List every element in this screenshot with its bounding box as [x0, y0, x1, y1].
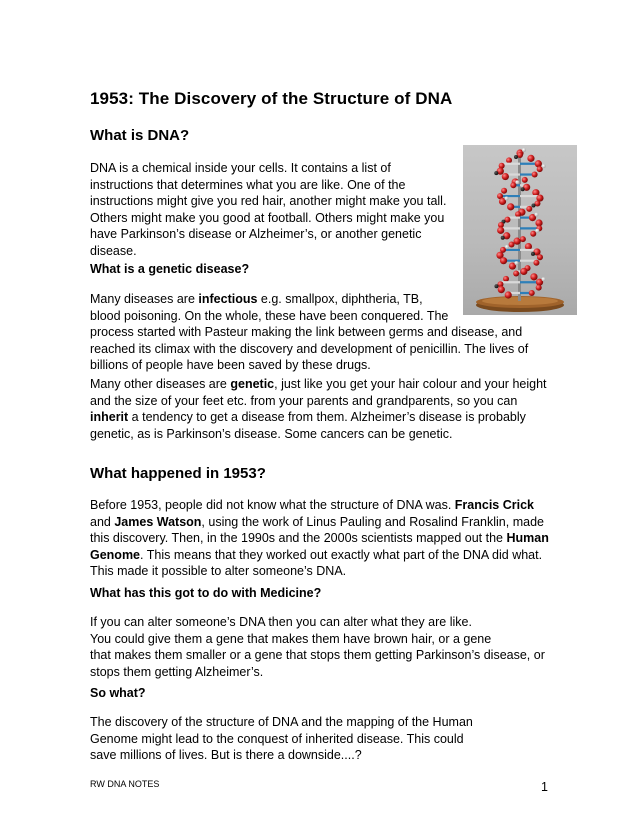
text-line: DNA is a chemical inside your cells. It contains a list of [90, 161, 391, 175]
text-line: and James Watson, using the work of Linus Pauling and Rosalind Franklin, made [90, 514, 544, 529]
atom [537, 254, 543, 260]
text-line: and the size of your feet etc. from your parents and grandparents, so you can [90, 393, 518, 408]
text-line: stops them getting Alzheimer’s. [90, 664, 264, 679]
text-line: save millions of lives. But is there a downside....? [90, 748, 362, 762]
atom [536, 285, 542, 291]
heading-what-is-dna: What is DNA? [90, 127, 190, 144]
atom [535, 213, 539, 217]
atom [497, 227, 504, 234]
text-line: billions of people have been saved by these drugs. [90, 358, 371, 372]
atom [503, 276, 509, 282]
atom [514, 261, 518, 265]
atom [500, 257, 507, 264]
heading-medicine: What has this got to do with Medicine? [90, 586, 322, 600]
text-line: instructions that determines what you are like. One of the [90, 177, 406, 192]
atom [515, 180, 519, 184]
atom [501, 188, 507, 194]
text-line: have Parkinson’s disease or Alzheimer’s, or another genetic [90, 227, 422, 241]
atom [542, 164, 546, 168]
atom [507, 203, 514, 210]
paragraph-what-is-dna [90, 160, 462, 259]
atom [510, 182, 516, 188]
atom [531, 252, 535, 256]
emphasis-inherit: inherit [90, 410, 129, 424]
text-line: inherit a tendency to get a disease from them. Alzheimer’s disease is probably [90, 410, 526, 424]
atom [537, 166, 543, 172]
paragraph-genetic-diseases [90, 376, 560, 442]
text-line: If you can alter someone’s DNA then you can alter what they are like. [90, 615, 472, 629]
atom [527, 155, 534, 162]
text-line: This made it possible to alter someone’s DNA. [90, 564, 347, 578]
heading-what-happened-1953: What happened in 1953? [90, 465, 266, 482]
dna-helix-model-image [463, 145, 577, 315]
text-line: that makes them smaller or a gene that stops them getting Parkinson’s disease, or [90, 648, 545, 662]
atom [514, 155, 518, 159]
page-title: 1953: The Discovery of the Structure of DNA [90, 89, 453, 108]
atom [521, 187, 525, 191]
atom [531, 203, 535, 207]
text-line: instructions might give you red hair, another might make you tall. [90, 194, 447, 208]
text-line: Others might make you good at football. Others might make you [90, 210, 445, 225]
text-line: disease. [90, 243, 137, 258]
atom [520, 236, 526, 242]
atom [522, 177, 528, 183]
atom [520, 268, 527, 275]
atom [501, 236, 505, 240]
emphasis-james-watson: James Watson [114, 514, 202, 529]
heading-genetic-disease: What is a genetic disease? [90, 262, 250, 276]
text-line: blood poisoning. On the whole, these have been conquered. The [90, 308, 449, 323]
text-line: The discovery of the structure of DNA and the mapping of the Human [90, 715, 473, 729]
atom [526, 206, 532, 212]
emphasis-genetic: genetic [230, 377, 275, 391]
text-line: Before 1953, people did not know what the structure of DNA was. Francis Crick [90, 498, 535, 512]
text-line: this discovery. Then, in the 1990s and the 2000s scientists mapped out the Human [90, 531, 549, 545]
atom [515, 211, 521, 217]
emphasis-human: Human [506, 531, 549, 545]
text-line: You could give them a gene that makes them have brown hair, or a gene [90, 631, 492, 646]
atom [535, 229, 539, 233]
atom [530, 231, 536, 237]
atom [533, 260, 539, 266]
text-line: genetic, as is Parkinson’s disease. Some cancers can be genetic. [90, 426, 453, 441]
atom [509, 242, 515, 248]
paragraph-infectious-diseases [90, 291, 560, 374]
heading-so-what: So what? [90, 686, 146, 700]
atom [514, 238, 521, 245]
dna-helix-icon [463, 145, 577, 315]
footer-label: RW DNA NOTES [90, 779, 160, 789]
atom [513, 270, 519, 276]
text-line: Genome might lead to the conquest of inherited disease. This could [90, 731, 464, 746]
paragraph-medicine [90, 614, 560, 680]
page-number: 1 [541, 780, 548, 794]
text-line: Many diseases are infectious e.g. smallpox, diphtheria, TB, [90, 292, 423, 306]
text-line: Genome. This means that they worked out exactly what part of the DNA did what. [90, 547, 543, 562]
atom [494, 171, 498, 175]
atom [505, 245, 509, 249]
atom [505, 196, 509, 200]
text-line: Many other diseases are genetic, just like you get your hair colour and your height [90, 377, 547, 391]
atom [535, 160, 542, 167]
atom [494, 284, 498, 288]
paragraph-what-happened [90, 497, 560, 580]
atom [542, 277, 546, 281]
atom [506, 157, 512, 163]
atom [532, 172, 538, 178]
emphasis-infectious: infectious [198, 292, 258, 306]
atom [522, 148, 526, 152]
text-line: reached its climax with the discovery and development of penicillin. The lives of [90, 341, 529, 356]
atom [502, 173, 509, 180]
paragraph-so-what [90, 714, 560, 764]
text-line: process started with Pasteur making the link between germs and disease, and [90, 325, 523, 339]
emphasis-genome: Genome [90, 547, 141, 562]
emphasis-francis-crick: Francis Crick [454, 498, 535, 512]
atom [530, 273, 537, 280]
